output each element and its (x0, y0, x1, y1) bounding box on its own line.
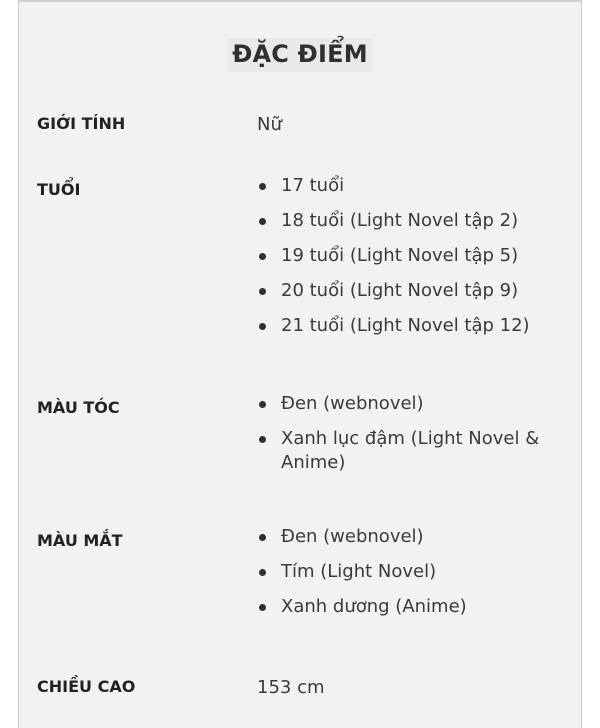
age-list (257, 174, 557, 338)
age-label: TUỔI (37, 180, 81, 199)
list-item: 19 tuổi (Light Novel tập 5) (257, 244, 557, 268)
list-item: 17 tuổi (257, 174, 557, 198)
height-value: 153 cm (257, 677, 325, 698)
gender-label: GIỚI TÍNH (37, 114, 126, 133)
list-item: Đen (webnovel) (257, 525, 557, 549)
list-item: 21 tuổi (Light Novel tập 12) (257, 314, 557, 338)
hair-list (257, 392, 557, 475)
list-item: 20 tuổi (Light Novel tập 9) (257, 279, 557, 303)
hair-label: MÀU TÓC (37, 398, 120, 417)
list-item: 18 tuổi (Light Novel tập 2) (257, 209, 557, 233)
list-item: Tím (Light Novel) (257, 560, 557, 584)
eye-values (257, 525, 557, 630)
eye-list (257, 525, 557, 619)
top-divider (18, 0, 582, 2)
section-title: ĐẶC ĐIỂM (228, 38, 372, 72)
gender-value: Nữ (257, 114, 282, 135)
age-values (257, 174, 557, 349)
list-item: Xanh lục đậm (Light Novel & Anime) (257, 427, 557, 475)
hair-values (257, 392, 557, 486)
height-label: CHIỀU CAO (37, 677, 136, 696)
section-header (19, 38, 581, 72)
list-item: Xanh dương (Anime) (257, 595, 557, 619)
character-info-panel (18, 0, 582, 728)
eye-label: MÀU MẮT (37, 531, 123, 550)
list-item: Đen (webnovel) (257, 392, 557, 416)
